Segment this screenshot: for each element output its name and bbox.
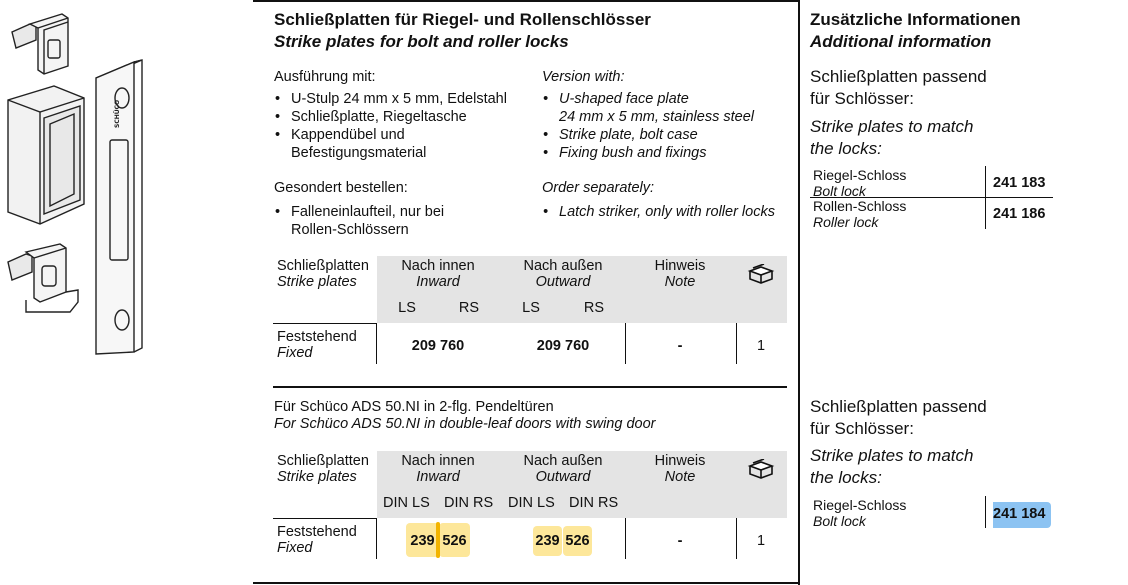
section2-heading-de: Für Schüco ADS 50.NI in 2-flg. Pendeltüren [274,399,554,415]
note-value: - [677,533,683,549]
article-number-bolt-lock-selected[interactable]: 241 184 [993,506,1046,522]
list-item-continued: Rollen-Schlössern [291,222,409,238]
section-divider [273,386,787,388]
order-heading-de: Gesondert bestellen: [274,180,408,196]
article-number-outward-part2[interactable]: 526 [565,533,590,549]
sub-inward-rs: RS [458,300,480,316]
header-inward: Nach innen Inward [401,258,475,290]
header-inward: Nach innen Inward [401,453,475,485]
sub-outward-ls: LS [522,300,540,316]
column-divider [798,0,800,585]
bottom-rule [253,582,800,584]
side-block1-heading-de: Schließplatten passend für Schlösser: [810,67,987,108]
list-item: • Strike plate, bolt case [559,126,799,144]
section2-heading-en: For Schüco ADS 50.NI in double-leaf doors with swing door [274,416,656,432]
list-item: • Falleneinlaufteil, nur bei [291,203,531,221]
package-icon [747,459,775,479]
table-col-label: Schließplatten Strike plates [277,453,369,485]
strike-box [8,86,84,224]
row-rule [273,323,377,324]
list-item: • Schließplatte, Riegeltasche [291,108,551,126]
article-number-inward[interactable]: 209 760 [411,338,465,354]
list-item-continued: 24 mm x 5 mm, stainless steel [559,109,754,125]
order-heading-en: Order separately: [542,180,655,196]
row-label-fixed: Feststehend Fixed [277,329,357,361]
row-label-fixed: Feststehend Fixed [277,524,357,556]
cell-divider [625,518,626,559]
list-item: • U-Stulp 24 mm x 5 mm, Edelstahl [291,90,551,108]
logo-text: SCHÜCO [114,99,121,128]
sub-inward-din-ls: DIN LS [383,495,430,511]
bolt-case-top [12,14,68,74]
sub-outward-din-rs: DIN RS [569,495,619,511]
header-outward: Nach außen Outward [523,258,603,290]
cell-divider [736,323,737,364]
page-title: Schließplatten für Riegel- und Rollenschlösser [274,10,651,29]
side-subtitle: Additional information [810,32,992,51]
list-item: • U-shaped face plate [559,90,799,108]
side-block2-heading-de: Schließplatten passend für Schlösser: [810,397,987,438]
article-number-bolt-lock[interactable]: 241 183 [993,175,1046,191]
note-value: - [677,338,683,354]
order-list-de [291,203,531,239]
article-number-outward-part1[interactable]: 239 [535,533,560,549]
page-subtitle: Strike plates for bolt and roller locks [274,32,569,51]
sub-outward-rs: RS [583,300,605,316]
lock-type-row: Riegel-Schloss Bolt lock [813,497,907,529]
header-note: Hinweis Note [654,258,706,290]
sub-outward-din-ls: DIN LS [508,495,555,511]
row-rule [273,518,377,519]
cell-divider [376,518,377,559]
quantity-value: 1 [756,533,766,549]
order-list-en [559,203,799,221]
side-title: Zusätzliche Informationen [810,10,1021,29]
list-item-continued: Befestigungsmaterial [291,145,427,161]
quantity-value: 1 [756,338,766,354]
list-item: • Latch striker, only with roller locks [559,203,799,221]
top-rule [253,0,800,2]
article-number-inward-part1[interactable]: 239 [410,533,435,549]
article-number-roller-lock[interactable]: 241 186 [993,206,1046,222]
list-item: • Kappendübel und [291,126,551,144]
lock-type-row: Rollen-Schloss Roller lock [813,198,907,230]
cell-divider [736,518,737,559]
sub-inward-din-rs: DIN RS [444,495,494,511]
side-block2-heading-en: Strike plates to match the locks: [810,446,974,487]
cell-divider [376,323,377,364]
list-item: • Fixing bush and fixings [559,144,799,162]
cell-divider [625,323,626,364]
lock-type-row: Riegel-Schloss Bolt lock [813,167,907,199]
sub-inward-ls: LS [398,300,416,316]
face-plate [96,60,142,354]
version-list-en [559,90,799,162]
bolt-case-bottom [8,244,78,312]
version-heading-de: Ausführung mit: [274,69,376,85]
side-block1-heading-en: Strike plates to match the locks: [810,117,974,158]
table-col-label: Schließplatten Strike plates [277,258,369,290]
version-heading-en: Version with: [542,69,625,85]
product-illustration [0,0,160,360]
article-number-outward[interactable]: 209 760 [536,338,590,354]
package-icon [747,264,775,284]
cell-divider [985,496,986,528]
header-note: Hinweis Note [654,453,706,485]
header-outward: Nach außen Outward [523,453,603,485]
article-number-inward-part2[interactable]: 526 [442,533,467,549]
version-list-de [291,90,551,162]
